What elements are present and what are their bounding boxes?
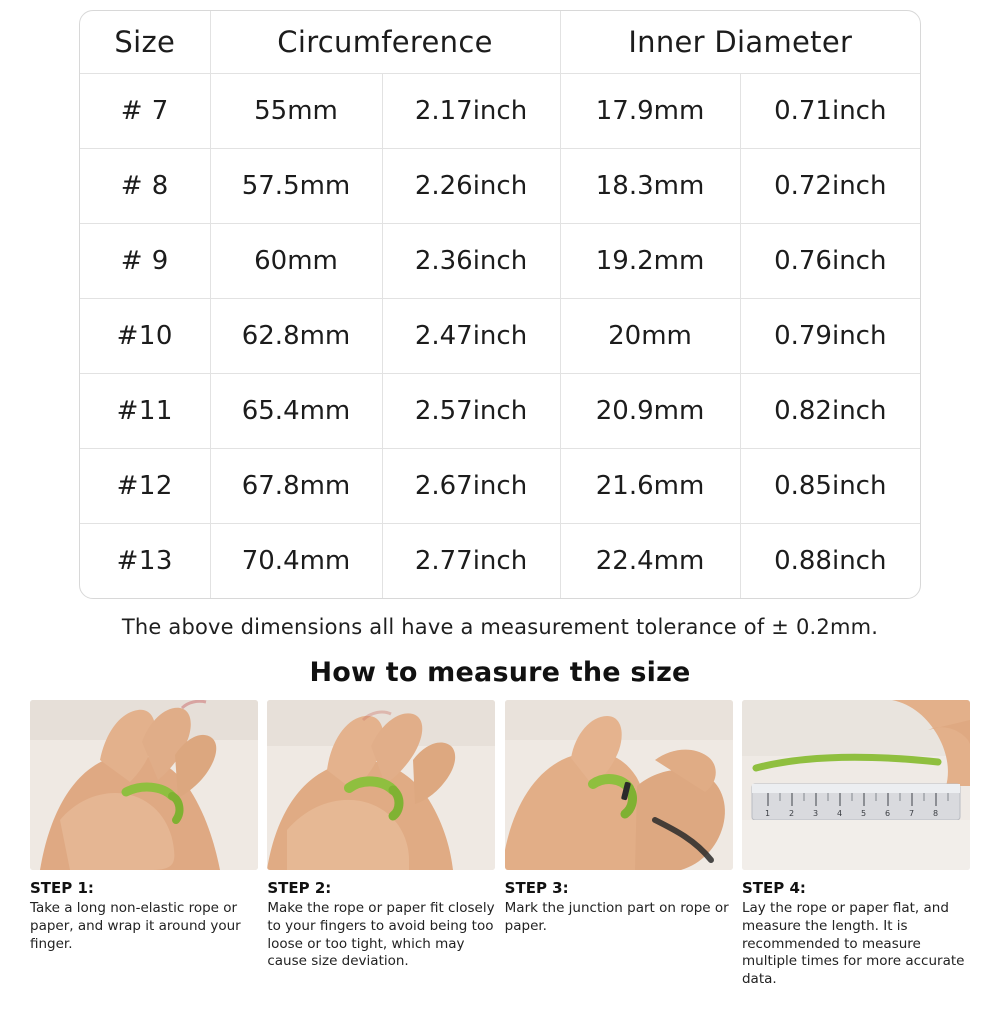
cell-circumference-mm: 57.5mm [210,149,382,224]
cell-diameter-mm: 17.9mm [560,74,740,149]
rope-measured-with-ruler-icon [742,700,970,870]
cell-diameter-inch: 0.71inch [740,74,920,149]
cell-circumference-mm: 62.8mm [210,299,382,374]
cell-size: # 7 [80,74,210,149]
measurement-steps [30,700,970,989]
svg-text:4: 4 [836,809,843,818]
step-4-label: STEP 4: [741,879,806,897]
tolerance-note: The above dimensions all have a measurement tolerance of ± 0.2mm. [121,615,879,639]
table-row [80,299,920,374]
cell-diameter-mm: 22.4mm [560,524,740,599]
cell-circumference-inch: 2.67inch [382,449,560,524]
svg-text:7: 7 [908,809,915,818]
cell-diameter-mm: 21.6mm [560,449,740,524]
cell-circumference-mm: 55mm [210,74,382,149]
table-row [80,524,920,599]
hand-marking-rope-junction-icon [505,700,733,870]
step-4-photo [742,700,970,870]
column-header-inner-diameter: Inner Diameter [560,11,920,74]
cell-circumference-inch: 2.36inch [382,224,560,299]
step-2-label: STEP 2: [267,879,332,897]
step-2-text: Make the rope or paper fit closely to your fingers to avoid being too loose or too tight, which may cause size deviation. [267,900,495,970]
cell-diameter-mm: 20mm [560,299,740,374]
cell-diameter-mm: 18.3mm [560,149,740,224]
step-2 [267,700,495,989]
svg-text:2: 2 [788,809,795,818]
table-header [80,11,920,74]
step-4 [742,700,970,989]
step-1-label: STEP 1: [30,879,94,897]
cell-circumference-inch: 2.47inch [382,299,560,374]
size-chart-container [79,10,921,599]
table-body [80,74,920,599]
cell-circumference-mm: 65.4mm [210,374,382,449]
column-header-size: Size [80,11,210,74]
table-row [80,149,920,224]
step-2-photo [267,700,495,870]
cell-diameter-inch: 0.88inch [740,524,920,599]
hand-adjusting-rope-fit-icon [267,700,495,870]
cell-diameter-mm: 19.2mm [560,224,740,299]
cell-circumference-inch: 2.57inch [382,374,560,449]
step-1-text: Take a long non-elastic rope or paper, and wrap it around your finger. [30,900,241,952]
svg-text:3: 3 [812,809,819,818]
table-header-row [80,11,920,74]
step-1 [30,700,258,989]
table-row [80,74,920,149]
cell-circumference-inch: 2.17inch [382,74,560,149]
cell-circumference-mm: 60mm [210,224,382,299]
ring-size-guide-page [0,10,1000,1010]
svg-text:5: 5 [860,809,867,818]
cell-circumference-inch: 2.77inch [382,524,560,599]
hand-wrapping-rope-around-finger-icon [30,700,258,870]
step-3-label: STEP 3: [504,879,569,897]
ring-size-table [80,11,920,598]
svg-text:1: 1 [764,809,771,818]
table-row [80,224,920,299]
cell-circumference-mm: 67.8mm [210,449,382,524]
how-to-measure-title: How to measure the size [309,657,691,688]
step-3-photo [505,700,733,870]
cell-circumference-inch: 2.26inch [382,149,560,224]
cell-size: #12 [80,449,210,524]
cell-size: #11 [80,374,210,449]
cell-size: #10 [80,299,210,374]
column-header-circumference: Circumference [210,11,560,74]
step-1-photo [30,700,258,870]
cell-size: # 9 [80,224,210,299]
cell-diameter-inch: 0.72inch [740,149,920,224]
cell-diameter-inch: 0.85inch [740,449,920,524]
svg-text:6: 6 [884,809,891,818]
step-4-text: Lay the rope or paper flat, and measure the length. It is recommended to measure multiple times for more accurate data. [741,900,965,988]
step-3-text: Mark the junction part on rope or paper. [504,900,729,934]
cell-circumference-mm: 70.4mm [210,524,382,599]
cell-size: # 8 [80,149,210,224]
svg-text:8: 8 [932,809,939,818]
cell-diameter-inch: 0.82inch [740,374,920,449]
step-3 [505,700,733,989]
cell-diameter-inch: 0.79inch [740,299,920,374]
table-row [80,449,920,524]
cell-diameter-inch: 0.76inch [740,224,920,299]
cell-size: #13 [80,524,210,599]
table-row [80,374,920,449]
cell-diameter-mm: 20.9mm [560,374,740,449]
